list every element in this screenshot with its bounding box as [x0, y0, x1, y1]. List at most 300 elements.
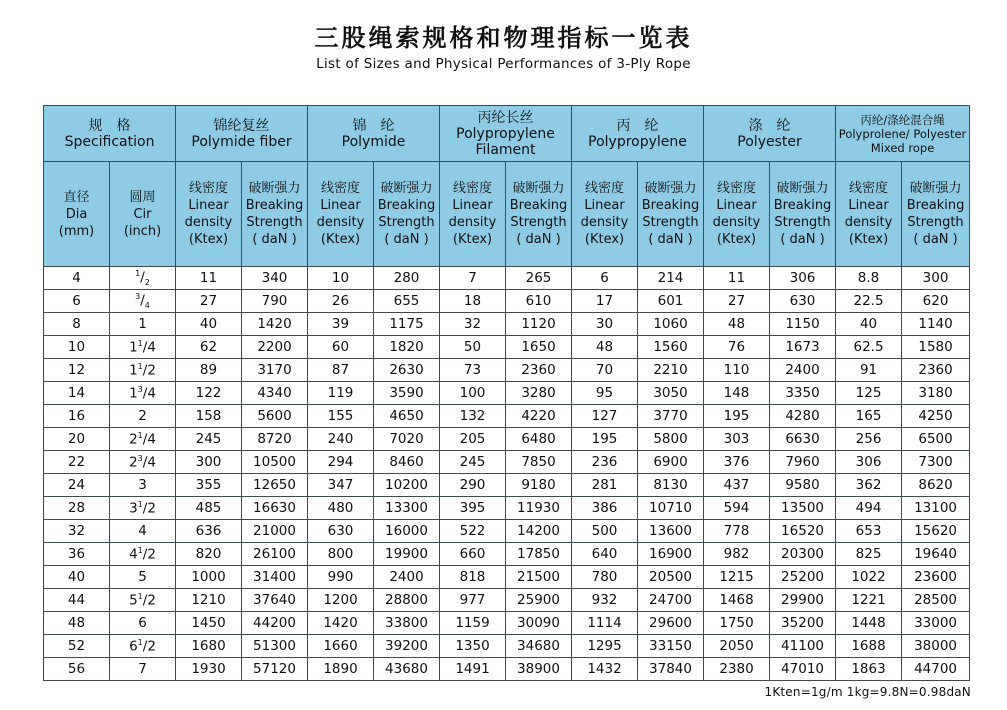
cell-linear-density: 1930 [176, 658, 242, 681]
group-header-en: Polypropylene [588, 133, 687, 150]
table-row [44, 428, 970, 451]
cell-breaking-strength: 33000 [902, 612, 970, 635]
fraction-slash: / [142, 546, 148, 563]
table-row [44, 635, 970, 658]
cell-linear-density: 778 [704, 520, 770, 543]
cell-linear-density: 1432 [572, 658, 638, 681]
cell-linear-density: 76 [704, 336, 770, 359]
cell-linear-density: 1022 [836, 566, 902, 589]
cell-linear-density: 1114 [572, 612, 638, 635]
cell-breaking-strength: 10710 [638, 497, 704, 520]
cell-linear-density: 62 [176, 336, 242, 359]
cell-breaking-strength: 306 [770, 267, 836, 290]
table-row [44, 405, 970, 428]
cell-linear-density: 6 [572, 267, 638, 290]
table-body [44, 267, 970, 681]
cell-breaking-strength: 3770 [638, 405, 704, 428]
cell-breaking-strength: 31400 [242, 566, 308, 589]
cell-linear-density: 522 [440, 520, 506, 543]
cell-linear-density: 660 [440, 543, 506, 566]
sub-header-line: Breaking [906, 198, 965, 213]
cell-breaking-strength: 2630 [374, 359, 440, 382]
sub-header-line: Breaking [773, 198, 832, 213]
sub-header-breaking-strength [770, 162, 836, 267]
group-header-en: Polypropylene [456, 125, 555, 142]
cell-linear-density: 376 [704, 451, 770, 474]
cell-breaking-strength: 610 [506, 290, 572, 313]
cell-linear-density: 437 [704, 474, 770, 497]
cell-breaking-strength: 14200 [506, 520, 572, 543]
cell-linear-density: 1750 [704, 612, 770, 635]
cell-cir [110, 405, 176, 428]
cell-linear-density: 1448 [836, 612, 902, 635]
sub-header-line: density [448, 215, 497, 230]
fraction-slash: / [140, 269, 145, 286]
cell-linear-density: 132 [440, 405, 506, 428]
cell-linear-density: 11 [704, 267, 770, 290]
sub-header-line: Linear [716, 198, 757, 213]
group-header-en2: Filament [475, 141, 536, 158]
sub-header-linear-density [572, 162, 638, 267]
cell-cir [110, 543, 176, 566]
cell-breaking-strength: 12650 [242, 474, 308, 497]
cell-breaking-strength: 21000 [242, 520, 308, 543]
cell-breaking-strength: 1580 [902, 336, 970, 359]
cell-linear-density: 1159 [440, 612, 506, 635]
sub-header-dia [44, 162, 110, 267]
cell-linear-density: 1210 [176, 589, 242, 612]
cell-breaking-strength: 6900 [638, 451, 704, 474]
sub-header-line: 直径 [63, 189, 90, 205]
sub-header-line: (Ktex) [584, 232, 625, 247]
sub-header-line: (Ktex) [716, 232, 757, 247]
cell-linear-density: 982 [704, 543, 770, 566]
sub-header-line: Strength [907, 215, 964, 230]
cell-linear-density: 89 [176, 359, 242, 382]
cell-dia: 20 [44, 428, 110, 451]
cell-breaking-strength: 4650 [374, 405, 440, 428]
cell-linear-density: 195 [572, 428, 638, 451]
sub-header-cir [110, 162, 176, 267]
sub-header-line: 破断强力 [248, 181, 301, 196]
cell-breaking-strength: 16900 [638, 543, 704, 566]
cell-linear-density: 386 [572, 497, 638, 520]
sub-header-line: density [184, 215, 233, 230]
cell-breaking-strength: 601 [638, 290, 704, 313]
cell-linear-density: 91 [836, 359, 902, 382]
sub-header-breaking-strength [374, 162, 440, 267]
cell-linear-density: 594 [704, 497, 770, 520]
cell-breaking-strength: 4340 [242, 382, 308, 405]
cir-whole: 2 [138, 408, 147, 424]
cell-breaking-strength: 8620 [902, 474, 970, 497]
cell-breaking-strength: 13300 [374, 497, 440, 520]
cell-breaking-strength: 38900 [506, 658, 572, 681]
cell-breaking-strength: 4280 [770, 405, 836, 428]
cell-linear-density: 2380 [704, 658, 770, 681]
cell-breaking-strength: 3280 [506, 382, 572, 405]
cell-dia: 24 [44, 474, 110, 497]
cell-breaking-strength: 25200 [770, 566, 836, 589]
cell-linear-density: 195 [704, 405, 770, 428]
cell-cir [110, 589, 176, 612]
cell-linear-density: 1491 [440, 658, 506, 681]
cell-linear-density: 290 [440, 474, 506, 497]
table-row [44, 589, 970, 612]
cell-breaking-strength: 280 [374, 267, 440, 290]
cell-dia: 4 [44, 267, 110, 290]
cell-breaking-strength: 16630 [242, 497, 308, 520]
cell-linear-density: 205 [440, 428, 506, 451]
cell-breaking-strength: 28800 [374, 589, 440, 612]
rope-spec-table [43, 105, 970, 681]
group-header-row [44, 106, 970, 162]
cell-breaking-strength: 2400 [770, 359, 836, 382]
cell-breaking-strength: 2400 [374, 566, 440, 589]
cell-breaking-strength: 9180 [506, 474, 572, 497]
cell-breaking-strength: 10200 [374, 474, 440, 497]
cir-numerator: 1 [137, 637, 143, 647]
table-row [44, 497, 970, 520]
cell-breaking-strength: 20500 [638, 566, 704, 589]
cell-linear-density: 281 [572, 474, 638, 497]
cell-linear-density: 1000 [176, 566, 242, 589]
cell-cir [110, 428, 176, 451]
cell-breaking-strength: 16000 [374, 520, 440, 543]
cell-linear-density: 110 [704, 359, 770, 382]
cell-linear-density: 125 [836, 382, 902, 405]
cell-breaking-strength: 265 [506, 267, 572, 290]
cell-breaking-strength: 47010 [770, 658, 836, 681]
sub-header-line: (Ktex) [188, 232, 229, 247]
cell-breaking-strength: 1140 [902, 313, 970, 336]
cell-linear-density: 653 [836, 520, 902, 543]
sub-header-line: Strength [378, 215, 435, 230]
group-header-mixed-rope [836, 106, 970, 162]
group-header-en2: Mixed rope [870, 140, 935, 155]
cell-breaking-strength: 13100 [902, 497, 970, 520]
cir-whole: 6 [138, 615, 147, 631]
cell-breaking-strength: 19900 [374, 543, 440, 566]
cir-numerator: 1 [135, 268, 141, 278]
cir-denominator: 2 [147, 546, 156, 563]
cell-breaking-strength: 7020 [374, 428, 440, 451]
cell-breaking-strength: 51300 [242, 635, 308, 658]
cell-cir [110, 267, 176, 290]
cell-breaking-strength: 41100 [770, 635, 836, 658]
cir-numerator: 3 [137, 453, 143, 463]
cell-linear-density: 640 [572, 543, 638, 566]
table-row [44, 290, 970, 313]
cell-linear-density: 306 [836, 451, 902, 474]
sub-header-line: 线密度 [453, 181, 493, 196]
sub-header-line: (Ktex) [320, 232, 361, 247]
cell-cir [110, 566, 176, 589]
sub-header-line: 破断强力 [909, 181, 962, 196]
cell-linear-density: 780 [572, 566, 638, 589]
cell-dia: 56 [44, 658, 110, 681]
sub-header-breaking-strength [902, 162, 970, 267]
cell-linear-density: 1468 [704, 589, 770, 612]
fraction-slash: / [142, 385, 148, 402]
cell-breaking-strength: 1060 [638, 313, 704, 336]
fraction-slash: / [142, 431, 148, 448]
cell-breaking-strength: 655 [374, 290, 440, 313]
group-header-en: Polymide fiber [191, 133, 292, 150]
cell-linear-density: 27 [704, 290, 770, 313]
sub-header-line: 线密度 [585, 181, 625, 196]
sub-header-line: Breaking [377, 198, 436, 213]
cell-linear-density: 26 [308, 290, 374, 313]
cell-breaking-strength: 5600 [242, 405, 308, 428]
fraction-slash: / [142, 339, 148, 356]
table-row [44, 612, 970, 635]
cell-breaking-strength: 630 [770, 290, 836, 313]
cell-linear-density: 18 [440, 290, 506, 313]
cir-whole: 5 [138, 569, 147, 585]
cell-linear-density: 39 [308, 313, 374, 336]
cell-breaking-strength: 1150 [770, 313, 836, 336]
cell-linear-density: 73 [440, 359, 506, 382]
cir-denominator: 4 [144, 301, 150, 311]
cell-linear-density: 1863 [836, 658, 902, 681]
cell-breaking-strength: 3170 [242, 359, 308, 382]
cell-breaking-strength: 300 [902, 267, 970, 290]
sub-header-breaking-strength [242, 162, 308, 267]
group-header-en: Specification [64, 133, 155, 150]
cell-linear-density: 932 [572, 589, 638, 612]
cell-breaking-strength: 8130 [638, 474, 704, 497]
cell-breaking-strength: 25900 [506, 589, 572, 612]
cir-numerator: 1 [137, 499, 143, 509]
sub-header-line: Strength [246, 215, 303, 230]
cell-breaking-strength: 1120 [506, 313, 572, 336]
cell-breaking-strength: 35200 [770, 612, 836, 635]
sub-header-linear-density [704, 162, 770, 267]
cir-denominator: 2 [147, 592, 156, 609]
cell-linear-density: 100 [440, 382, 506, 405]
cell-linear-density: 22.5 [836, 290, 902, 313]
sub-header-line: ( daN ) [384, 232, 429, 247]
cell-breaking-strength: 21500 [506, 566, 572, 589]
cir-denominator: 4 [147, 385, 156, 402]
group-header-polyester [704, 106, 836, 162]
cell-breaking-strength: 214 [638, 267, 704, 290]
cell-breaking-strength: 39200 [374, 635, 440, 658]
cell-breaking-strength: 1673 [770, 336, 836, 359]
cell-linear-density: 990 [308, 566, 374, 589]
cell-linear-density: 1200 [308, 589, 374, 612]
cell-breaking-strength: 340 [242, 267, 308, 290]
sub-header-line: Strength [774, 215, 831, 230]
cell-breaking-strength: 3350 [770, 382, 836, 405]
cell-linear-density: 50 [440, 336, 506, 359]
cell-linear-density: 256 [836, 428, 902, 451]
cell-breaking-strength: 30090 [506, 612, 572, 635]
table-row [44, 336, 970, 359]
cell-cir [110, 497, 176, 520]
cir-whole: 2 [129, 454, 138, 471]
cell-linear-density: 1688 [836, 635, 902, 658]
table-row [44, 566, 970, 589]
cell-linear-density: 119 [308, 382, 374, 405]
cell-linear-density: 122 [176, 382, 242, 405]
group-header-zh: 锦 纶 [352, 117, 395, 134]
cell-linear-density: 1215 [704, 566, 770, 589]
sub-header-breaking-strength [638, 162, 704, 267]
group-header-en: Polymide [341, 133, 406, 150]
cell-linear-density: 1221 [836, 589, 902, 612]
cell-breaking-strength: 11930 [506, 497, 572, 520]
cir-whole: 3 [138, 477, 147, 493]
cell-linear-density: 2050 [704, 635, 770, 658]
cell-dia: 16 [44, 405, 110, 428]
cell-linear-density: 95 [572, 382, 638, 405]
sub-header-line: (Ktex) [848, 232, 889, 247]
sub-header-line: density [844, 215, 893, 230]
cell-linear-density: 245 [176, 428, 242, 451]
cell-linear-density: 480 [308, 497, 374, 520]
cell-linear-density: 1295 [572, 635, 638, 658]
cir-numerator: 1 [137, 361, 143, 371]
sub-header-line: 线密度 [717, 181, 757, 196]
sub-header-line: ( daN ) [648, 232, 693, 247]
cell-dia: 40 [44, 566, 110, 589]
cir-numerator: 1 [137, 545, 143, 555]
cir-denominator: 4 [147, 339, 156, 356]
cir-whole: 1 [129, 385, 138, 402]
cell-linear-density: 825 [836, 543, 902, 566]
cir-denominator: 2 [147, 500, 156, 517]
cell-breaking-strength: 1820 [374, 336, 440, 359]
sub-header-line: Dia [65, 206, 88, 222]
group-header-polypropylene-filament [440, 106, 572, 162]
group-header-en: Polyprolene/ Polyester [838, 126, 967, 141]
cell-cir [110, 382, 176, 405]
sub-header-line: 圆周 [129, 189, 156, 205]
cir-denominator: 4 [147, 454, 156, 471]
cell-linear-density: 800 [308, 543, 374, 566]
cell-breaking-strength: 15620 [902, 520, 970, 543]
cell-linear-density: 355 [176, 474, 242, 497]
cell-linear-density: 818 [440, 566, 506, 589]
cell-cir [110, 474, 176, 497]
sub-header-linear-density [440, 162, 506, 267]
cell-dia: 14 [44, 382, 110, 405]
cell-breaking-strength: 620 [902, 290, 970, 313]
cell-breaking-strength: 19640 [902, 543, 970, 566]
table-row [44, 267, 970, 290]
table-row [44, 474, 970, 497]
cell-linear-density: 10 [308, 267, 374, 290]
cell-breaking-strength: 38000 [902, 635, 970, 658]
cell-linear-density: 1420 [308, 612, 374, 635]
group-header-en: Polyester [737, 133, 802, 150]
cell-breaking-strength: 20300 [770, 543, 836, 566]
cell-linear-density: 395 [440, 497, 506, 520]
cell-cir [110, 612, 176, 635]
cell-breaking-strength: 29900 [770, 589, 836, 612]
fraction-slash: / [142, 454, 148, 471]
sub-header-line: 破断强力 [776, 181, 829, 196]
cir-numerator: 1 [137, 430, 143, 440]
cell-breaking-strength: 17850 [506, 543, 572, 566]
sub-header-linear-density [836, 162, 902, 267]
cell-linear-density: 630 [308, 520, 374, 543]
cell-linear-density: 1450 [176, 612, 242, 635]
cell-breaking-strength: 16520 [770, 520, 836, 543]
cell-linear-density: 300 [176, 451, 242, 474]
cell-linear-density: 8.8 [836, 267, 902, 290]
cell-breaking-strength: 8720 [242, 428, 308, 451]
sub-header-line: Cir [133, 206, 152, 222]
cell-breaking-strength: 26100 [242, 543, 308, 566]
cell-cir [110, 520, 176, 543]
table-row [44, 520, 970, 543]
cell-breaking-strength: 29600 [638, 612, 704, 635]
cell-linear-density: 17 [572, 290, 638, 313]
cell-cir [110, 290, 176, 313]
unit-footnote: 1Kten=1g/m 1kg=9.8N=0.98daN [764, 685, 971, 699]
cell-dia: 8 [44, 313, 110, 336]
cell-linear-density: 1660 [308, 635, 374, 658]
cell-dia: 52 [44, 635, 110, 658]
cell-linear-density: 820 [176, 543, 242, 566]
cell-linear-density: 48 [704, 313, 770, 336]
cell-breaking-strength: 37840 [638, 658, 704, 681]
cir-whole: 1 [138, 316, 147, 332]
group-header-zh: 规 格 [88, 117, 131, 134]
sub-header-line: Linear [584, 198, 625, 213]
table-row [44, 658, 970, 681]
cell-breaking-strength: 4250 [902, 405, 970, 428]
group-header-zh: 丙 纶 [616, 117, 659, 134]
cell-dia: 10 [44, 336, 110, 359]
sub-header-line: density [580, 215, 629, 230]
cell-breaking-strength: 6500 [902, 428, 970, 451]
cell-linear-density: 7 [440, 267, 506, 290]
cell-dia: 44 [44, 589, 110, 612]
sub-header-line: (inch) [123, 223, 162, 239]
cell-breaking-strength: 28500 [902, 589, 970, 612]
cell-cir [110, 359, 176, 382]
cell-cir [110, 336, 176, 359]
cell-linear-density: 11 [176, 267, 242, 290]
group-header-zh: 丙纶/涤纶混合绳 [860, 112, 945, 127]
sub-header-line: 线密度 [189, 181, 229, 196]
cir-numerator: 3 [135, 291, 141, 301]
cell-breaking-strength: 2210 [638, 359, 704, 382]
sub-header-line: Linear [188, 198, 229, 213]
group-header-polymide [308, 106, 440, 162]
cell-cir [110, 658, 176, 681]
table-row [44, 382, 970, 405]
cell-linear-density: 87 [308, 359, 374, 382]
cell-breaking-strength: 24700 [638, 589, 704, 612]
cell-linear-density: 148 [704, 382, 770, 405]
sub-header-line: 线密度 [849, 181, 889, 196]
sub-header-line: Breaking [641, 198, 700, 213]
sub-header-line: ( daN ) [516, 232, 561, 247]
sub-header-line: Breaking [509, 198, 568, 213]
cir-denominator: 2 [144, 278, 150, 288]
cell-breaking-strength: 5800 [638, 428, 704, 451]
cell-breaking-strength: 2200 [242, 336, 308, 359]
cell-linear-density: 30 [572, 313, 638, 336]
sub-header-line: density [712, 215, 761, 230]
cell-breaking-strength: 1650 [506, 336, 572, 359]
page-title-en: List of Sizes and Physical Performances of 3-Ply Rope [316, 56, 691, 72]
